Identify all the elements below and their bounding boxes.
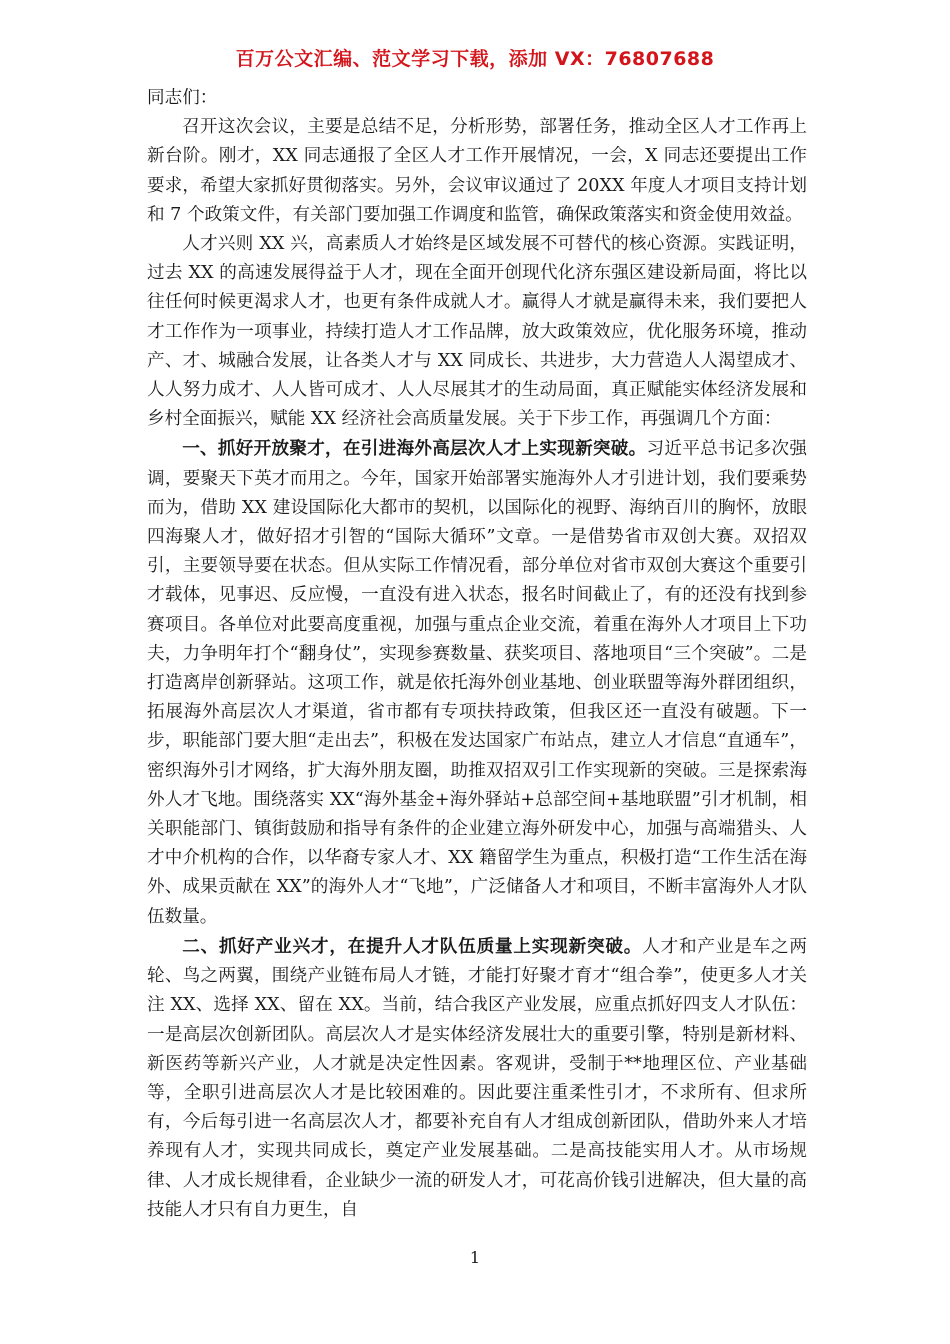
paragraph-text: 人才和产业是车之两轮、鸟之两翼，围绕产业链布局人才链，才能打好聚才育才“组合拳”，使更多人才关注 XX、选择 XX、留在 XX。当前，结合我区产业发展，应重点抓好四支人才队伍：一是高层次创新团队。高层次人才是实体经济发展壮大的重要引擎，特别是新材料、新医药等新兴产业，人才就是决定性因素。客观讲，受制于**地理区位、产业基础等，全职引进高层次人才是比较困难的。因此要注重柔性引才，不求所有、但求所有，今后每引进一名高层次人才，都要补充自有人才组成创新团队，借助外来人才培养现有人才，实现共同成长，奠定产业发展基础。二是高技能实用人才。从市场规律、人才成长规律看，企业缺少一流的研发人才，可花高价钱引进解决，但大量的高技能人才只有自力更生，自 [147, 936, 807, 1220]
header-banner: 百万公文汇编、范文学习下载，添加 VX：76807688 [235, 48, 715, 70]
document-body [147, 84, 807, 1225]
section-heading-two: 二、抓好产业兴才，在提升人才队伍质量上实现新突破。 [182, 935, 643, 957]
paragraph-text: 召开这次会议，主要是总结不足，分析形势，部署任务，推动全区人才工作再上新台阶。刚才，XX 同志通报了全区人才工作开展情况，一会，X 同志还要提出工作要求，希望大家抓好贯彻落实。另外，会议审议通过了 20XX 年度人才项目支持计划和 7 个政策文件，有关部门要加强工作调度和监管，确保政策落实和资金使用效益。 [147, 117, 807, 225]
paragraph-section-two [147, 932, 807, 1225]
section-heading-one: 一、抓好开放聚才，在引进海外高层次人才上实现新突破。 [182, 438, 647, 460]
paragraph-talent [147, 230, 807, 434]
paragraph-text: 习近平总书记多次强调，要聚天下英才而用之。今年，国家开始部署实施海外人才引进计划，我们要乘势而为，借助 XX 建设国际化大都市的契机，以国际化的视野、海纳百川的胸怀，放眼四海聚人才，做好招才引智的“国际大循环”文章。一是借势省市双创大赛。双招双引，主要领导要在状态。但从实际工作情况看，部分单位对省市双创大赛这个重要引才载体，见事迟、反应慢，一直没有进入状态，报名时间截止了，有的还没有找到参赛项目。各单位对此要高度重视，加强与重点企业交流，着重在海外人才项目上下功夫，力争明年打个“翻身仗”，实现参赛数量、获奖项目、落地项目“三个突破”。二是打造离岸创新驿站。这项工作，就是依托海外创业基地、创业联盟等海外群团组织，拓展海外高层次人才渠道，省市都有专项扶持政策，但我区还一直没有破题。下一步，职能部门要大胆“走出去”，积极在发达国家广布站点，建立人才信息“直通车”，密织海外引才网络，扩大海外朋友圈，助推双招双引工作实现新的突破。三是探索海外人才飞地。围绕落实 XX“海外基金+海外驿站+总部空间+基地联盟”引才机制，相关职能部门、镇街鼓励和指导有条件的企业建立海外研发中心，加强与高端猎头、人才中介机构的合作，以华裔专家人才、XX 籍留学生为重点，积极打造“工作生活在海外、成果贡献在 XX”的海外人才“飞地”，广泛储备人才和项目，不断丰富海外人才队伍数量。 [147, 439, 807, 927]
page-number: 1 [469, 1248, 481, 1267]
salutation: 同志们： [147, 88, 218, 108]
paragraph-intro [147, 113, 807, 230]
paragraph-text: 人才兴则 XX 兴，高素质人才始终是区域发展不可替代的核心资源。实践证明，过去 XX 的高速发展得益于人才，现在全面开创现代化济东强区建设新局面，将比以往任何时候更渴求人才，也更有条件成就人才。赢得人才就是赢得未来，我们要把人才工作作为一项事业，持续打造人才工作品牌，放大政策效应，优化服务环境，推动产、才、城融合发展，让各类人才与 XX 同成长、共进步，大力营造人人渴望成才、人人努力成才、人人皆可成才、人人尽展其才的生动局面，真正赋能实体经济发展和乡村全面振兴，赋能 XX 经济社会高质量发展。关于下步工作，再强调几个方面： [147, 234, 807, 430]
paragraph-section-one [147, 434, 807, 931]
